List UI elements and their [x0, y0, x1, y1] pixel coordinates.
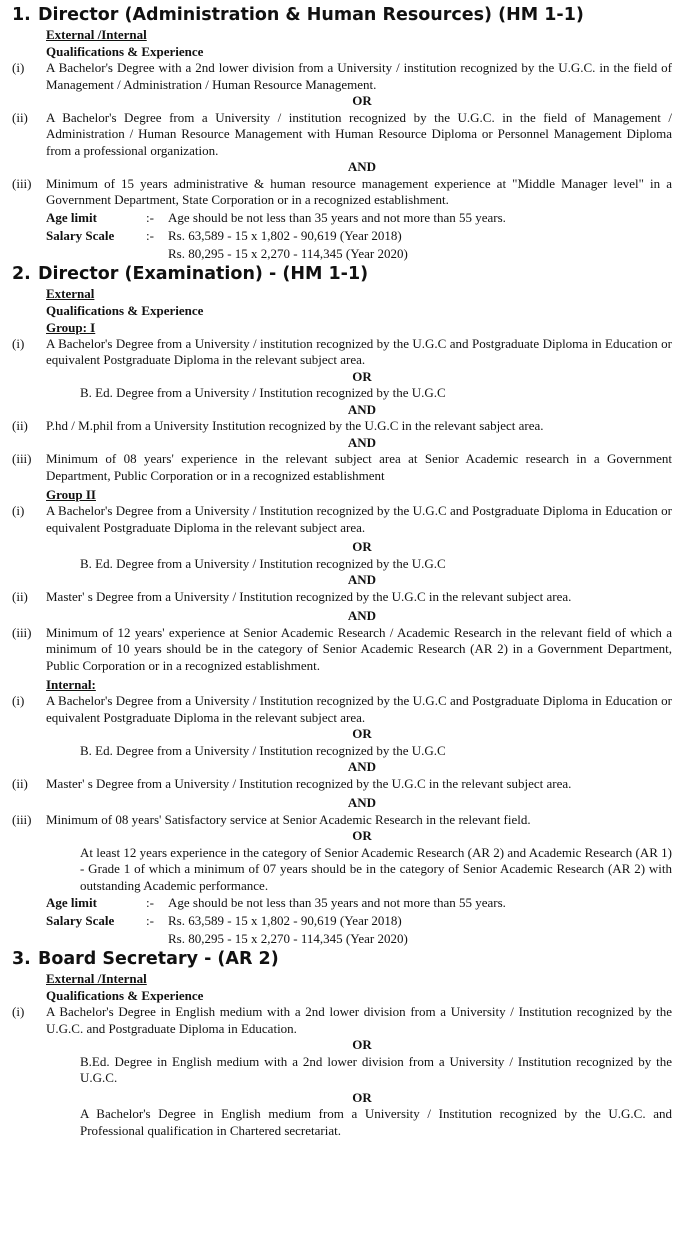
qualifications-heading: Qualifications & Experience: [46, 302, 204, 318]
qualification-item: (ii) Master' s Degree from a University / Institution recognized by the U.G.C in the relevant subject area.: [12, 775, 572, 791]
conjunction-or: OR: [352, 93, 372, 108]
salary-scale: Salary Scale :- Rs. 63,589 - 15 x 1,802 - 90,619 (Year 2018) Rs. 80,295 - 15 x 2,270 - 114,345 (Year 2020): [46, 913, 408, 946]
qualification-item: (i) A Bachelor's Degree with a 2nd lower division from a University / institution recognized by the U.G.C. in the field of Management / Administration / Human Resource Management.: [12, 60, 672, 92]
conjunction-and: AND: [347, 434, 377, 450]
qualification-item: (iii) Minimum of 12 years' experience at Senior Academic Research / Academic Research in the relevant field of which a minimum of 10 years should be in the category of Senior Academic Research (AR 2) in a Government Department, Public Corporation or in a recognized establishment.: [12, 624, 672, 673]
age-limit: Age limit :- Age should be not less than 35 years and not more than 55 years.: [46, 209, 506, 225]
age-limit: Age limit :- Age should be not less than 35 years and not more than 55 years.: [46, 895, 506, 910]
qualification-item: (i) A Bachelor's Degree from a University / Institution recognized by the U.G.C and Postgraduate Diploma in Education or equivalent Postgraduate Diploma in the relevant subject area.: [12, 503, 672, 535]
post-section-1: [12, 4, 672, 263]
qualifications-heading: Qualifications & Experience: [46, 44, 204, 59]
qualification-item: (i) A Bachelor's Degree from a University / institution recognized by the U.G.C and Postgraduate Diploma in Education or equivalent Postgraduate Diploma in the relevant subject area.: [12, 335, 672, 367]
conjunction-and: AND: [347, 608, 377, 623]
alternative-qualification: B. Ed. Degree from a University / Institution recognized by the U.G.C: [80, 555, 446, 571]
recruitment-scheme: External: [46, 285, 95, 301]
salary-scale: Salary Scale :- Rs. 63,589 - 15 x 1,802 - 90,619 (Year 2018) Rs. 80,295 - 15 x 2,270 - 114,345 (Year 2020): [46, 227, 408, 261]
qualification-item: (iii) Minimum of 08 years' experience in the relevant subject area at Senior Academic research in a Government Department, Public Corporation or in a recognized establishment: [12, 451, 672, 483]
qualification-item: (ii) P.hd / M.phil from a University Institution recognized by the U.G.C in the relevant sabject area.: [12, 418, 544, 433]
alternative-qualification: A Bachelor's Degree in English medium from a University / Institution recognized by the U.G.C. and Professional qualification in Chartered secretariat.: [80, 1106, 672, 1138]
qualification-item: (iii) Minimum of 08 years' Satisfactory service at Senior Academic Research in the relevant field.: [12, 811, 531, 827]
conjunction-or: OR: [352, 726, 372, 741]
conjunction-and: AND: [347, 401, 377, 417]
post-title: 2. Director (Examination) - (HM 1-1): [12, 263, 369, 284]
conjunction-and: AND: [347, 572, 377, 587]
qualification-item: (i) A Bachelor's Degree from a University / Institution recognized by the U.G.C and Postgraduate Diploma in Education or equivalent Postgraduate Diploma in the relevant subject area.: [12, 693, 672, 725]
conjunction-or: OR: [352, 1037, 372, 1052]
conjunction-or: OR: [352, 828, 372, 843]
qualification-item: (iii) Minimum of 15 years administrative & human resource management experience at "Middle Manager level" in a Government Department, State Corporation or in a recognized establishment.: [12, 175, 672, 207]
group-heading: Group: I: [46, 319, 96, 335]
post-title: 1. Director (Administration & Human Resources) (HM 1-1): [12, 5, 584, 25]
post-section-2: [12, 263, 672, 949]
qualifications-heading: Qualifications & Experience: [46, 988, 204, 1003]
conjunction-and: AND: [347, 159, 377, 174]
group-heading: Internal:: [46, 677, 96, 692]
recruitment-scheme: External /Internal: [46, 971, 147, 986]
conjunction-and: AND: [347, 759, 377, 774]
post-title: 3. Board Secretary - (AR 2): [12, 949, 279, 969]
alternative-qualification: At least 12 years experience in the category of Senior Academic Research (AR 2) and Academic Research (AR 1) - Grade 1 of which a minimum of 07 years should be in the category of Senior Academic Research (AR 2) with outstanding Academic performance.: [80, 844, 672, 893]
qualification-item: (ii) Master' s Degree from a University / Institution recognized by the U.G.C in the relevant subject area.: [12, 588, 572, 604]
qualification-item: (i) A Bachelor's Degree in English medium with a 2nd lower division from a University / Institution recognized by the U.G.C. and Postgraduate Diploma in Education.: [12, 1004, 672, 1036]
group-heading: Group II: [46, 487, 96, 502]
alternative-qualification: B. Ed. Degree from a University / Institution recognized by the U.G.C: [80, 385, 446, 400]
conjunction-or: OR: [352, 1089, 372, 1105]
conjunction-and: AND: [347, 795, 377, 810]
conjunction-or: OR: [352, 539, 372, 554]
recruitment-scheme: External /Internal: [46, 27, 147, 42]
conjunction-or: OR: [352, 368, 372, 384]
alternative-qualification: B.Ed. Degree in English medium with a 2nd lower division from a University / Institution recognized by the U.G.C.: [80, 1053, 672, 1085]
post-section-3: [12, 948, 672, 1139]
qualification-item: (ii) A Bachelor's Degree from a University / institution recognized by the U.G.C. in the field of Management / Administration / Human Resource Management with Human Resource Diploma or Personnel Management Diploma from a professional organization.: [12, 109, 672, 158]
alternative-qualification: B. Ed. Degree from a University / Institution recognized by the U.G.C: [80, 742, 446, 758]
